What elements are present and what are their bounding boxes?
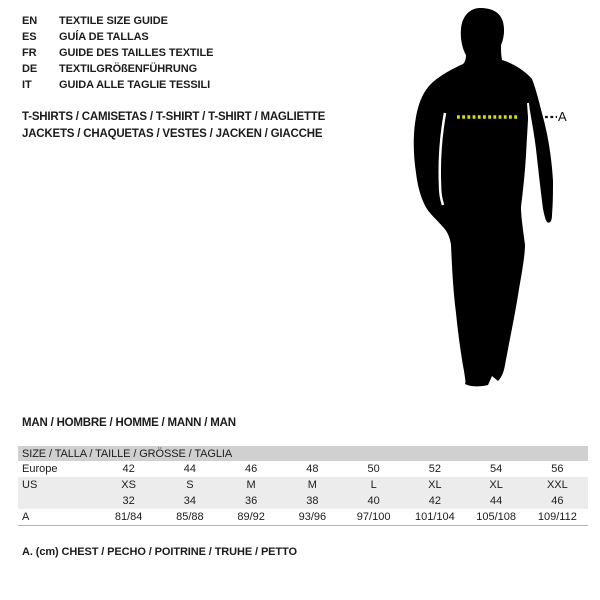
- size-cell: 105/108: [466, 509, 527, 526]
- size-cell: 38: [306, 495, 319, 507]
- man-silhouette: [395, 5, 590, 395]
- size-cell: 85/88: [159, 509, 220, 526]
- language-row: [22, 45, 213, 61]
- size-cell: 42: [428, 495, 441, 507]
- size-cell: 40: [367, 495, 380, 507]
- size-cell: 46: [245, 463, 258, 475]
- language-label: GUIDE DES TAILLES TEXTILE: [59, 47, 214, 59]
- language-code: IT: [22, 79, 32, 91]
- size-cell: 56: [551, 463, 564, 475]
- size-cell: XL: [428, 479, 442, 491]
- row-label: A: [18, 509, 98, 526]
- size-cell: 36: [245, 495, 258, 507]
- language-code: DE: [22, 63, 38, 75]
- row-us: [18, 477, 588, 493]
- size-cell: L: [370, 479, 377, 491]
- size-cell: 46: [551, 495, 564, 507]
- size-cell: 81/84: [98, 509, 159, 526]
- size-cell: 89/92: [221, 509, 282, 526]
- size-cell: 109/112: [527, 509, 588, 526]
- size-cell: XL: [489, 479, 503, 491]
- size-cell: 44: [490, 495, 503, 507]
- row-label: US: [22, 479, 38, 491]
- size-cell: 54: [490, 463, 503, 475]
- language-row: [22, 29, 213, 45]
- row-us-numeric: [18, 493, 588, 509]
- category-line-jackets: JACKETS / CHAQUETAS / VESTES / JACKEN / GIACCHE: [22, 127, 323, 140]
- row-europe: [18, 461, 588, 477]
- man-figure: [395, 5, 590, 395]
- size-cell: 48: [306, 463, 319, 475]
- language-list: [22, 13, 213, 93]
- size-cell: 52: [428, 463, 441, 475]
- measure-label-a: A: [558, 109, 567, 124]
- size-table-header: SIZE / TALLA / TAILLE / GRÖSSE / TAGLIA: [18, 446, 588, 461]
- row-a-chest: [18, 509, 588, 526]
- size-cell: M: [307, 479, 317, 491]
- category-line-tshirts: T-SHIRTS / CAMISETAS / T-SHIRT / T-SHIRT / MAGLIETTE: [22, 111, 326, 123]
- language-code: ES: [22, 31, 37, 43]
- language-code: EN: [22, 15, 38, 27]
- size-cell: S: [186, 479, 194, 491]
- size-table: [18, 446, 588, 526]
- language-label: GUIDA ALLE TAGLIE TESSILI: [59, 79, 211, 91]
- language-label: GUÍA DE TALLAS: [59, 31, 149, 43]
- size-cell: 32: [122, 495, 135, 507]
- footnote-chest: A. (cm) CHEST / PECHO / POITRINE / TRUHE / PETTO: [22, 546, 297, 558]
- category-list: [22, 109, 325, 142]
- size-cell: 42: [122, 463, 135, 475]
- size-cell: XS: [121, 479, 136, 491]
- size-cell: 97/100: [343, 509, 404, 526]
- size-cell: 44: [183, 463, 196, 475]
- row-label: [18, 493, 98, 509]
- size-table-header-row: [18, 446, 588, 461]
- row-label: Europe: [22, 463, 58, 475]
- size-cell: M: [246, 479, 256, 491]
- language-label: TEXTILE SIZE GUIDE: [59, 15, 168, 27]
- size-cell: 101/104: [404, 509, 465, 526]
- size-cell: 93/96: [282, 509, 343, 526]
- size-cell: 34: [183, 495, 196, 507]
- language-row: [22, 13, 213, 29]
- size-cell: 50: [367, 463, 380, 475]
- language-row: [22, 61, 213, 77]
- language-row: [22, 77, 213, 93]
- size-cell: XXL: [546, 479, 568, 491]
- language-code: FR: [22, 47, 37, 59]
- section-title-man: MAN / HOMBRE / HOMME / MANN / MAN: [22, 417, 236, 429]
- language-label: TEXTILGRÖßENFÜHRUNG: [59, 63, 198, 75]
